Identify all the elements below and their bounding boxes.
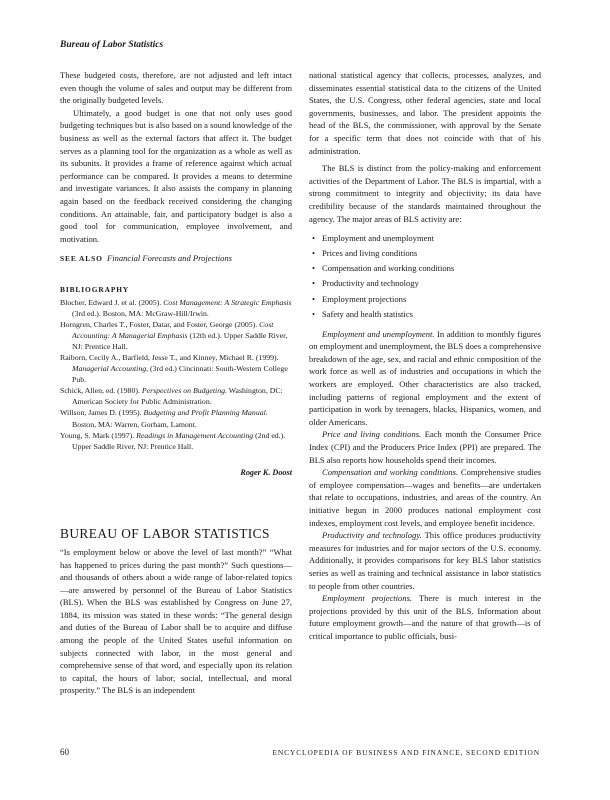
bibliography-entry: Raiborn, Cecily A., Barfield, Jesse T., and Kinney, Michael R. (1999). Managerial Accounting, (3rd ed.) Cincinnati: South-Western College Pub. (60, 352, 288, 385)
activity-list (309, 231, 541, 322)
see-also-label: SEE ALSO (60, 254, 103, 264)
section-lead: Productivity and technology. (322, 530, 422, 541)
list-item: • Prices and living conditions (309, 246, 541, 261)
bibliography-list (60, 297, 292, 452)
list-item: • Productivity and technology (309, 276, 541, 291)
bibliography-entry: Willson, James D. (1995). Budgeting and Profit Planning Manual. Boston, MA: Warren, Gorham, Lamont. (60, 408, 268, 429)
section-paragraph: Productivity and technology. This office produces productivity measures for industries and for major sectors of the U.S. economy. Additionally, it provides comparisons for key BLS labor statistics series as well as training and technical assistance in labor statistics to people from other countries. (309, 530, 541, 591)
paragraph: national statistical agency that collects, processes, analyzes, and disseminates essential statistical data to the citizens of the United States, the U.S. Congress, other federal agencies, state and local governments, businesses, and labor. The president appoints the head of the BLS, the commissioner, with approval by the Senate for a specific term that does not coincide with that of his administration. (309, 70, 541, 156)
list-item: • Employment and unemployment (309, 231, 541, 246)
section-lead: Employment and unemployment. (322, 328, 435, 339)
page-number: 60 (60, 747, 69, 757)
see-also-link[interactable]: Financial Forecasts and Projections (107, 253, 232, 264)
bibliography-entry: Schick, Allen, ed. (1980). Perspectives on Budgeting. Washington, DC: American Society for Public Administration. (60, 386, 283, 407)
paragraph: The BLS is distinct from the policy-making and enforcement activities of the Department of Labor. The BLS is impartial, with a strong commitment to integrity and objectivity; its data have credibility because of the standards maintained throughout the agency. The major areas of BLS activity are: (309, 163, 541, 224)
section-lead: Price and living conditions. (322, 429, 422, 440)
section-paragraph: Employment and unemployment. In addition to monthly figures on employment and unemployment, the BLS does a comprehensive breakdown of the age, sex, and racial and ethnic composition of the work force as well as of industries and occupations in which the workers are employed. Other characteristics are also tracked, including patterns of regional employment and the extent of participation in work by teenagers, blacks, Hispanics, women, and older Americans. (309, 328, 541, 427)
paragraph: “Is employment below or above the level of last month?” “What has happened to prices during the past month?” Such questions—and thousands of others about a wide range of labor-related topics—are answered by personnel of the Bureau of Labor Statistics (BLS). When the BLS was established by Congress on June 27, 1884, its mission was stated in these words: “The general design and duties of the Bureau of Labor shall be to acquire and diffuse among the people of the United States useful information on subjects connected with labor, in the most general and comprehensive sense of that word, and especially upon its relation to capital, the hours of labor, social, intellectual, and moral prosperity.” The BLS is an independent (60, 546, 292, 696)
bibliography-heading: BIBLIOGRAPHY (60, 284, 130, 294)
section-lead: Employment projections. (322, 593, 413, 604)
book-title-footer: ENCYCLOPEDIA OF BUSINESS AND FINANCE, SECOND EDITION (272, 748, 540, 757)
section-paragraph: Employment projections. There is much interest in the projections provided by this unit of the BLS. Information about future employment growth—and the nature of that growth—is of critical importance to public officials, busi- (309, 593, 541, 641)
paragraph: Ultimately, a good budget is one that not only uses good budgeting techniques but is also based on a sound knowledge of the business as well as the external factors that affect it. The budget serves as a planning tool for the organization as a whole as well as its subunits. It provides a frame of reference against which actual performance can be compared. It provides a means to determine and investigate variances. It also assists the company in planning again based on the feedback received considering the changing conditions. An attainable, fair, and participatory budget is also a good tool for communication, employee involvement, and motivation. (60, 107, 292, 244)
author-signature: Roger K. Doost (240, 467, 292, 477)
bibliography-entry: Blocher, Edward J. et al. (2005). Cost Management: A Strategic Emphasis (3rd ed.). Boston, MA: McGraw-Hill/Irwin. (60, 297, 292, 318)
running-head: Bureau of Labor Statistics (60, 40, 164, 50)
see-also (60, 252, 292, 266)
bibliography-entry: Horngren, Charles T., Foster, Datar, and Foster, George (2005). Cost Accounting: A Managerial Emphasis (12th ed.). Upper Saddle River, NJ: Prentice Hall. (60, 319, 288, 351)
paragraph: These budgeted costs, therefore, are not adjusted and left intact even though the volume of sales and output may be different from the originally budgeted levels. (60, 70, 292, 106)
article-title: BUREAU OF LABOR STATISTICS (60, 526, 270, 542)
right-column (309, 69, 541, 643)
left-column (60, 69, 292, 697)
section-paragraph: Price and living conditions. Each month the Consumer Price Index (CPI) and the Producers Price Index (PPI) are prepared. The BLS also reports how households spend their incomes. (309, 429, 541, 465)
list-item: • Compensation and working conditions (309, 261, 541, 276)
section-lead: Compensation and working conditions. (322, 467, 459, 478)
list-item: • Safety and health statistics (309, 307, 541, 322)
list-item: • Employment projections (309, 292, 541, 307)
section-paragraph: Compensation and working conditions. Comprehensive studies of employee compensation—wages and benefits—are undertaken that relate to occupations, industries, and areas of the country. An initiative begun in 2000 produces national employment cost indexes, employment cost levels, and employee benefit incidence. (309, 467, 541, 528)
bibliography-entry: Young, S. Mark (1997). Readings in Management Accounting (2nd ed.). Upper Saddle River, NJ: Prentice Hall. (60, 430, 286, 451)
